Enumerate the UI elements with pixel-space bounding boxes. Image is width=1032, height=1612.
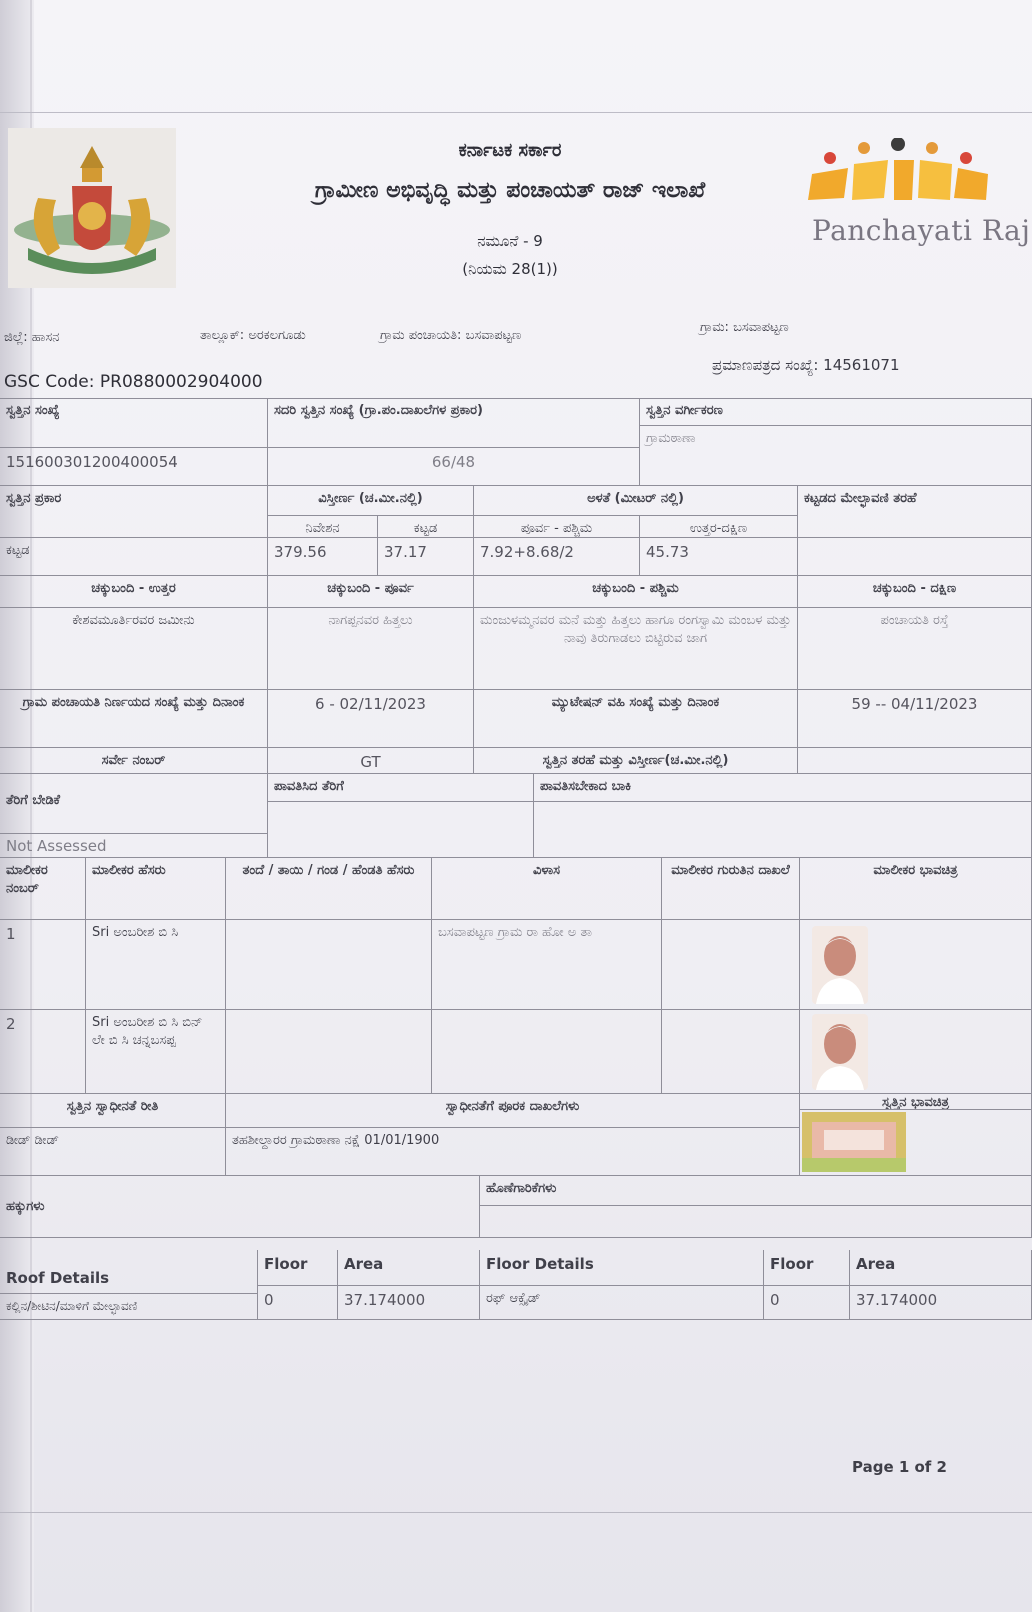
gp-resolution-value: 6 - 02/11/2023 <box>268 690 474 748</box>
survey-no-value: 66/48 <box>268 448 640 486</box>
owner-relation-header: ತಂದೆ / ತಾಯಿ / ಗಂಡ / ಹೆಂಡತಿ ಹೆಸರು <box>226 858 432 920</box>
area-label: ವಿಸ್ತೀರ್ಣ (ಚ.ಮೀ.ನಲ್ಲಿ) <box>268 486 474 516</box>
north-south-value: 45.73 <box>640 538 798 576</box>
rights-label: ಹಕ್ಕುಗಳು <box>0 1176 480 1238</box>
liabilities-label: ಹೊಣೆಗಾರಿಕೆಗಳು <box>480 1176 1032 1206</box>
tax-balance-value <box>534 802 1032 858</box>
district-field: ಜಿಲ್ಲೆ: ಹಾಸನ <box>4 330 60 345</box>
floor-details-floor-value: 0 <box>764 1286 850 1320</box>
tax-balance-label: ಪಾವತಿಸಬೇಕಾದ ಬಾಕಿ <box>534 774 1032 802</box>
page-number: Page 1 of 2 <box>852 1458 947 1476</box>
rule-reference: (ನಿಯಮ 28(1)) <box>462 260 558 278</box>
roof-type-label: ಕಟ್ಟಡದ ಮೇಲ್ಛಾವಣಿ ತರಹೆ <box>798 486 1032 538</box>
property-no-value: 151600301200400054 <box>0 448 268 486</box>
gram-panchayat-field: ಗ್ರಾಮ ಪಂಚಾಯತಿ: ಬಸವಾಪಟ್ಟಣ <box>380 328 522 343</box>
roof-details-label: Roof Details <box>0 1250 258 1294</box>
east-boundary-label: ಚಕ್ಕುಬಂದಿ - ಪೂರ್ವ <box>268 576 474 608</box>
certificate-number: ಪ್ರಮಾಣಪತ್ರದ ಸಂಖ್ಯೆ: 14561071 <box>712 356 900 374</box>
owner-1-no: 1 <box>0 920 86 1010</box>
east-boundary-value: ನಾಗಪ್ಪನವರ ಹಿತ್ತಲು <box>268 608 474 690</box>
roof-type-value <box>798 538 1032 576</box>
property-class-value: ಗ್ರಾಮಠಾಣಾ <box>640 426 1032 486</box>
survey-no-label: ಸದರಿ ಸ್ವತ್ತಿನ ಸಂಖ್ಯೆ (ಗ್ರಾ.ಪಂ.ದಾಖಲೆಗಳ ಪ್ರಕಾರ) <box>268 398 640 448</box>
property-no-label: ಸ್ವತ್ತಿನ ಸಂಖ್ಯೆ <box>0 398 268 448</box>
building-area-value: 37.17 <box>378 538 474 576</box>
owner-name-header: ಮಾಲೀಕರ ಹೆಸರು <box>86 858 226 920</box>
roof-row-area: 37.174000 <box>338 1286 480 1320</box>
floor-details-area-value: 37.174000 <box>850 1286 1032 1320</box>
bottom-rule <box>0 1512 1032 1513</box>
west-boundary-label: ಚಕ್ಕುಬಂದಿ - ಪಶ್ಚಿಮ <box>474 576 798 608</box>
ownership-method-value: ಡೀಡ್ ಡೀಡ್ <box>0 1128 226 1176</box>
tax-paid-label: ಪಾವತಿಸಿದ ತೆರಿಗೆ <box>268 774 534 802</box>
west-boundary-value: ಮಂಜುಳಮ್ಮನವರ ಮನೆ ಮತ್ತು ಹಿತ್ತಲು ಹಾಗೂ ರಂಗಸ್ವಾಮಿ ಮಂಬಳ ಮತ್ತು ನಾವು ತಿರುಗಾಡಲು ಬಿಟ್ಟಿರುವ ಜಾಗ <box>474 608 798 690</box>
form-number: ನಮೂನೆ - 9 <box>477 232 543 250</box>
property-type-value: ಕಟ್ಟಡ <box>0 538 268 576</box>
owner-2-address <box>432 1010 662 1094</box>
liabilities-value <box>480 1206 1032 1238</box>
site-area-value: 379.56 <box>268 538 378 576</box>
ownership-method-label: ಸ್ವತ್ತಿನ ಸ್ವಾಧೀನತೆ ರೀತಿ <box>0 1094 226 1128</box>
north-boundary-value: ಕೇಶವಮೂರ್ತಿರವರ ಜಮೀನು <box>0 608 268 690</box>
north-south-label: ಉತ್ತರ-ದಕ್ಷಿಣ <box>640 516 798 538</box>
owner-id-header: ಮಾಲೀಕರ ಗುರುತಿನ ದಾಖಲೆ <box>662 858 800 920</box>
north-boundary-label: ಚಕ್ಕುಬಂದಿ - ಉತ್ತರ <box>0 576 268 608</box>
roof-area-header: Area <box>338 1250 480 1286</box>
nature-area-label: ಸ್ವತ್ತಿನ ತರಹೆ ಮತ್ತು ವಿಸ್ತೀರ್ಣ(ಚ.ಮೀ.ನಲ್ಲಿ) <box>474 748 798 774</box>
roof-row-type: ಕಲ್ಲಿನ/ಶೀಟಿನ/ಮಾಳಿಗೆ ಮೇಲ್ಛಾವಣಿ <box>0 1294 258 1320</box>
owner-2-no: 2 <box>0 1010 86 1094</box>
village-field: ಗ್ರಾಮ: ಬಸವಾಪಟ್ಟಣ <box>700 320 789 335</box>
gp-resolution-label: ಗ್ರಾಮ ಪಂಚಾಯತಿ ನಿರ್ಣಯದ ಸಂಖ್ಯೆ ಮತ್ತು ದಿನಾಂಕ <box>0 690 268 748</box>
taluk-field: ತಾಲ್ಲೂಕ್: ಅರಕಲಗೂಡು <box>200 328 306 343</box>
gsc-code: GSC Code: PR0880002904000 <box>4 372 263 392</box>
tax-demand-value: Not Assessed <box>0 834 268 858</box>
mutation-register-value: 59 -- 04/11/2023 <box>798 690 1032 748</box>
survey-number-label: ಸರ್ವೇ ನಂಬರ್ <box>0 748 268 774</box>
owner-2-photo-cell <box>800 1010 1032 1094</box>
ownership-docs-value: ತಹಶೀಲ್ದಾರರ ಗ್ರಾಮಠಾಣಾ ನಕ್ಷೆ 01/01/1900 <box>226 1128 800 1176</box>
floor-details-area-header: Area <box>850 1250 1032 1286</box>
owner-1-address: ಬಸವಾಪಟ್ಟಣ ಗ್ರಾಮ ರಾ ಹೋ ಅ ತಾ <box>432 920 662 1010</box>
property-photo-cell <box>800 1110 1032 1176</box>
panchayati-raj-logo-text: Panchayati Raj <box>812 214 1031 247</box>
nature-area-value <box>798 748 1032 774</box>
panchayati-raj-logo-icon <box>808 138 988 210</box>
south-boundary-label: ಚಕ್ಕುಬಂದಿ - ದಕ್ಷಿಣ <box>798 576 1032 608</box>
floor-details-value: ರಫ್ ಆಕ್ಸೈಡ್ <box>480 1286 764 1320</box>
tax-demand-label: ತೆರಿಗೆ ಬೇಡಿಕೆ <box>0 774 268 834</box>
owner-2-photo-icon <box>812 1014 868 1090</box>
property-register-table <box>0 398 1032 1358</box>
owner-no-header: ಮಾಲೀಕರ ನಂಬರ್ <box>0 858 86 920</box>
property-class-label: ಸ್ವತ್ತಿನ ವರ್ಗೀಕರಣ <box>640 398 1032 426</box>
owner-address-header: ವಿಳಾಸ <box>432 858 662 920</box>
mutation-register-label: ಮ್ಯುಟೇಷನ್ ವಹಿ ಸಂಖ್ಯೆ ಮತ್ತು ದಿನಾಂಕ <box>474 690 798 748</box>
survey-number-value: GT <box>268 748 474 774</box>
owner-1-relation <box>226 920 432 1010</box>
property-photo-label: ಸ್ವತ್ತಿನ ಭಾವಚಿತ್ರ <box>800 1094 1032 1110</box>
tax-paid-value <box>268 802 534 858</box>
owner-1-photo-cell <box>800 920 1032 1010</box>
owner-2-relation <box>226 1010 432 1094</box>
owner-2-name: Sri ಅಂಬರೀಶ ಬಿ ಸಿ ಬಿನ್ ಲೇ ಬಿ ಸಿ ಚನ್ನಬಸಪ್ಪ <box>86 1010 226 1094</box>
top-rule <box>0 112 1032 113</box>
owner-1-photo-icon <box>812 926 868 1004</box>
karnataka-emblem-icon <box>8 128 176 288</box>
east-west-label: ಪೂರ್ವ - ಪಶ್ಚಿಮ <box>474 516 640 538</box>
floor-details-floor-header: Floor <box>764 1250 850 1286</box>
measurement-label: ಅಳತೆ (ಮೀಟರ್ ನಲ್ಲಿ) <box>474 486 798 516</box>
ownership-docs-label: ಸ್ವಾಧೀನತೆಗೆ ಪೂರಕ ದಾಖಲೆಗಳು <box>226 1094 800 1128</box>
roof-floor-header: Floor <box>258 1250 338 1286</box>
department-title: ಗ್ರಾಮೀಣ ಅಭಿವೃದ್ಧಿ ಮತ್ತು ಪಂಚಾಯತ್ ರಾಜ್ ಇಲಾಖೆ <box>314 178 706 203</box>
property-photo-icon <box>802 1112 906 1172</box>
owner-1-name: Sri ಅಂಬರೀಶ ಬಿ ಸಿ <box>86 920 226 1010</box>
floor-details-header: Floor Details <box>480 1250 764 1286</box>
owner-1-id <box>662 920 800 1010</box>
roof-row-floor: 0 <box>258 1286 338 1320</box>
property-type-label: ಸ್ವತ್ತಿನ ಪ್ರಕಾರ <box>0 486 268 538</box>
state-title: ಕರ್ನಾಟಕ ಸರ್ಕಾರ <box>458 140 562 161</box>
building-area-label: ಕಟ್ಟಡ <box>378 516 474 538</box>
owner-photo-header: ಮಾಲೀಕರ ಭಾವಚಿತ್ರ <box>800 858 1032 920</box>
site-area-label: ನಿವೇಶನ <box>268 516 378 538</box>
south-boundary-value: ಪಂಚಾಯತಿ ರಸ್ತೆ <box>798 608 1032 690</box>
east-west-value: 7.92+8.68/2 <box>474 538 640 576</box>
owner-2-id <box>662 1010 800 1094</box>
